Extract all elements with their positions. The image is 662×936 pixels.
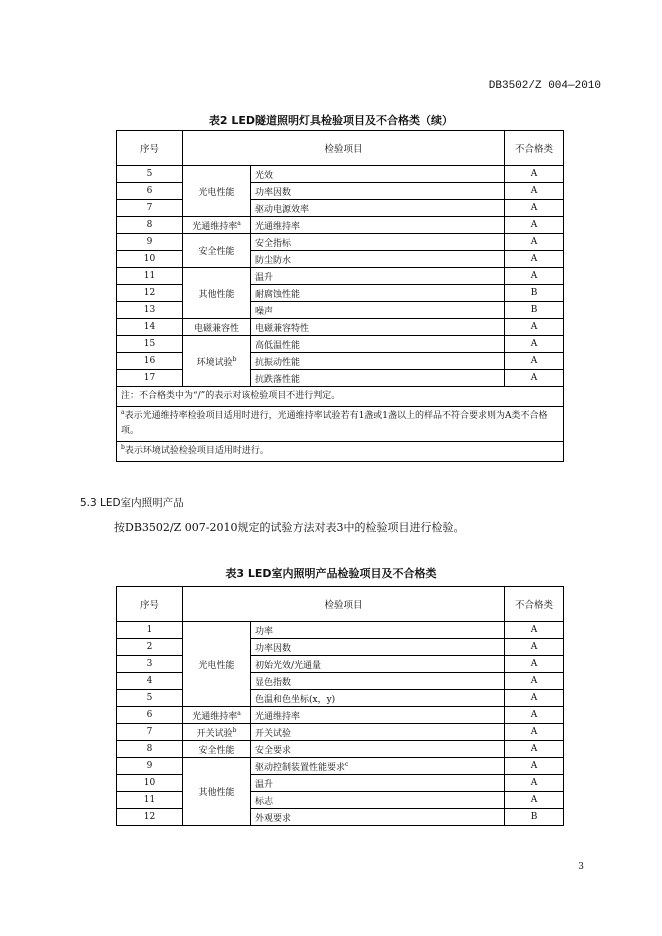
- row-seq: 5: [117, 690, 183, 707]
- row-item: [251, 690, 505, 707]
- table3-caption: 表3 LED室内照明产品检验项目及不合格类: [225, 567, 437, 580]
- group-label: 安全性能: [198, 247, 235, 257]
- row-class: B: [505, 285, 564, 302]
- row-class: A: [505, 673, 564, 690]
- row-class: A: [505, 622, 564, 639]
- header-seq: 序号: [117, 587, 183, 622]
- header-class: 不合格类: [505, 131, 564, 166]
- row-seq: 13: [117, 302, 183, 319]
- note-a-text: 表示光通维持率检验项目适用时进行，光通维持率试验若有1盏或1盏以上的样品不符合要求则为A类不合格项。: [121, 411, 548, 436]
- row-class: A: [505, 319, 564, 336]
- table2: [116, 130, 564, 462]
- group-name: [183, 319, 251, 336]
- group-label: 光电性能: [198, 660, 235, 671]
- row-class: B: [505, 302, 564, 319]
- row-seq: 2: [117, 639, 183, 656]
- row-class: A: [505, 166, 564, 183]
- header-item: 检验项目: [183, 587, 505, 622]
- group-label: 其他性能: [198, 289, 235, 300]
- table-row: [117, 741, 564, 758]
- row-class: A: [505, 639, 564, 656]
- header-class: 不合格类: [505, 587, 564, 622]
- table-row: [117, 234, 564, 251]
- row-seq: 5: [117, 166, 183, 183]
- row-item-label: 安全指标: [255, 238, 292, 249]
- row-item: [251, 200, 505, 217]
- row-item-label: 温升: [255, 779, 274, 790]
- row-seq: 17: [117, 370, 183, 387]
- row-seq: 6: [117, 183, 183, 200]
- row-seq: 7: [117, 200, 183, 217]
- group-name: [183, 622, 251, 707]
- table-header-row: [117, 587, 564, 622]
- row-seq: 10: [117, 775, 183, 792]
- row-item-label: 功率因数: [255, 187, 292, 198]
- group-name: [183, 268, 251, 319]
- row-item: [251, 741, 505, 758]
- group-name: [183, 166, 251, 217]
- page-number: 3: [578, 862, 584, 872]
- row-item: [251, 370, 505, 387]
- row-class: A: [505, 268, 564, 285]
- row-item-label: 初始光效/光通量: [255, 660, 322, 671]
- row-seq: 10: [117, 251, 183, 268]
- group-label: 开关试验: [196, 728, 233, 739]
- row-item-label: 功率: [255, 626, 274, 637]
- row-seq: 12: [117, 285, 183, 302]
- group-name: [183, 234, 251, 268]
- header-seq: 序号: [117, 131, 183, 166]
- row-item-label: 温升: [255, 272, 274, 283]
- group-name: [183, 724, 251, 741]
- header-item: 检验项目: [183, 131, 505, 166]
- row-seq: 15: [117, 336, 183, 353]
- row-item-label: 光通维持率: [255, 711, 301, 722]
- note-a-mark: a: [121, 409, 125, 416]
- row-class: A: [505, 251, 564, 268]
- row-class: A: [505, 707, 564, 724]
- footnote-mark: b: [232, 726, 237, 734]
- row-item: [251, 166, 505, 183]
- row-item: [251, 622, 505, 639]
- row-item-label: 光效: [255, 170, 274, 181]
- row-seq: 8: [117, 741, 183, 758]
- row-item: [251, 285, 505, 302]
- row-item-label: 抗振动性能: [255, 357, 301, 368]
- row-item: [251, 656, 505, 673]
- row-item: [251, 724, 505, 741]
- row-item-label: 光通维持率: [255, 221, 301, 232]
- row-item: [251, 217, 505, 234]
- row-item: [251, 319, 505, 336]
- row-class: A: [505, 741, 564, 758]
- row-item-label: 标志: [255, 796, 274, 807]
- table-header-row: [117, 131, 564, 166]
- table-row: [117, 319, 564, 336]
- row-class: A: [505, 183, 564, 200]
- row-seq: 11: [117, 792, 183, 809]
- table-note-row: [117, 407, 564, 442]
- row-seq: 14: [117, 319, 183, 336]
- row-seq: 16: [117, 353, 183, 370]
- row-seq: 7: [117, 724, 183, 741]
- table-note-row: [117, 442, 564, 462]
- row-item-label: 耐腐蚀性能: [255, 289, 301, 300]
- row-item: [251, 758, 505, 775]
- row-class: B: [505, 809, 564, 826]
- row-class: A: [505, 353, 564, 370]
- row-class: A: [505, 200, 564, 217]
- footnote-mark: c: [345, 760, 349, 768]
- table-row: [117, 217, 564, 234]
- row-class: A: [505, 234, 564, 251]
- row-item-label: 显色指数: [255, 677, 292, 688]
- group-label: 电磁兼容性: [193, 323, 239, 334]
- group-name: [183, 336, 251, 387]
- row-item: [251, 183, 505, 200]
- note-a: [117, 407, 564, 442]
- group-label: 环境试验: [196, 357, 233, 368]
- row-class: A: [505, 724, 564, 741]
- note-b-text: 表示环境试验检验项目适用时进行。: [124, 446, 269, 456]
- row-item-label: 色温和色坐标(x，y): [255, 694, 336, 705]
- row-item-label: 驱动电源效率: [255, 204, 310, 215]
- row-item: [251, 707, 505, 724]
- note-b-mark: b: [121, 444, 125, 451]
- row-class: A: [505, 792, 564, 809]
- table-row: [117, 166, 564, 183]
- row-item: [251, 809, 505, 826]
- row-item-label: 噪声: [255, 306, 274, 317]
- row-item-label: 开关试验: [255, 728, 292, 739]
- row-seq: 6: [117, 707, 183, 724]
- row-seq: 1: [117, 622, 183, 639]
- table-row: [117, 758, 564, 775]
- group-name: [183, 758, 251, 826]
- row-item-label: 功率因数: [255, 643, 292, 654]
- group-label: 安全性能: [198, 745, 235, 756]
- section-paragraph: 按DB3502/Z 007-2010规定的试验方法对表3中的检验项目进行检验。: [114, 521, 465, 534]
- row-item: [251, 353, 505, 370]
- row-class: A: [505, 758, 564, 775]
- note-b: [117, 442, 564, 462]
- group-name: [183, 707, 251, 724]
- table-row: [117, 707, 564, 724]
- group-name: [183, 741, 251, 758]
- row-item-label: 安全要求: [255, 745, 292, 756]
- group-name: [183, 217, 251, 234]
- row-item: [251, 268, 505, 285]
- row-seq: 4: [117, 673, 183, 690]
- table-row: [117, 622, 564, 639]
- row-item: [251, 302, 505, 319]
- table-row: [117, 268, 564, 285]
- row-class: A: [505, 370, 564, 387]
- row-item: [251, 775, 505, 792]
- row-seq: 3: [117, 656, 183, 673]
- row-class: A: [505, 217, 564, 234]
- table2-caption: 表2 LED隧道照明灯具检验项目及不合格类（续）: [208, 114, 454, 127]
- row-seq: 9: [117, 758, 183, 775]
- row-item: [251, 673, 505, 690]
- row-class: A: [505, 656, 564, 673]
- row-class: A: [505, 775, 564, 792]
- footnote-mark: a: [237, 219, 241, 227]
- row-class: A: [505, 336, 564, 353]
- section-heading: 5.3 LED室内照明产品: [80, 497, 184, 509]
- row-item-label: 外观要求: [255, 813, 292, 824]
- table3: [116, 586, 564, 826]
- table-note-row: [117, 387, 564, 407]
- row-seq: 11: [117, 268, 183, 285]
- row-seq: 9: [117, 234, 183, 251]
- group-label: 光电性能: [198, 187, 235, 198]
- group-label: 光通维持率: [192, 711, 238, 722]
- row-class: A: [505, 690, 564, 707]
- group-label: 光通维持率: [192, 221, 238, 232]
- table-row: [117, 724, 564, 741]
- row-item-label: 驱动控制装置性能要求: [255, 762, 346, 773]
- row-item: [251, 251, 505, 268]
- group-label: 其他性能: [198, 788, 235, 798]
- row-item-label: 防尘防水: [255, 255, 292, 266]
- document-code: DB3502/Z 004—2010: [488, 80, 601, 92]
- row-item: [251, 336, 505, 353]
- row-item: [251, 792, 505, 809]
- row-item-label: 电磁兼容特性: [255, 323, 310, 334]
- note-main: 注：不合格类中为“/”的表示对该检验项目不进行判定。: [117, 387, 564, 407]
- row-item-label: 抗跌落性能: [255, 374, 301, 385]
- table-row: [117, 336, 564, 353]
- footnote-mark: a: [237, 709, 241, 717]
- row-item: [251, 639, 505, 656]
- row-seq: 12: [117, 809, 183, 826]
- row-seq: 8: [117, 217, 183, 234]
- row-item-label: 高低温性能: [255, 340, 301, 351]
- footnote-mark: b: [232, 355, 237, 363]
- row-item: [251, 234, 505, 251]
